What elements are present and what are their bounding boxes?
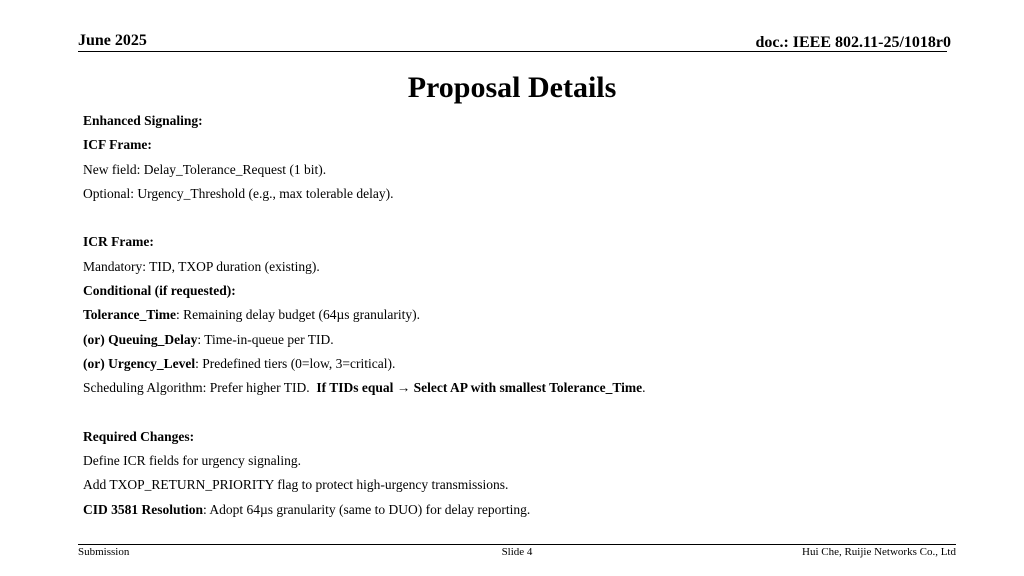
header-doc-id: doc.: IEEE 802.11-25/1018r0 <box>755 34 951 51</box>
footer-author: Hui Che, Ruijie Networks Co., Ltd <box>802 546 956 558</box>
change-line-2: Add TXOP_RETURN_PRIORITY flag to protect high-urgency transmissions. <box>83 477 509 493</box>
spacer <box>83 206 963 230</box>
footer-slide-number: Slide 4 <box>501 546 533 558</box>
header-rule <box>78 51 947 52</box>
urgency-level-line <box>83 352 963 376</box>
enhanced-signaling-heading: Enhanced Signaling: <box>83 113 203 128</box>
icf-line-1: New field: Delay_Tolerance_Request (1 bit). <box>83 161 327 177</box>
footer-submission: Submission <box>78 546 130 558</box>
scheduling-end: . <box>642 380 646 396</box>
scheduling-bold: If TIDs equal → Select AP with smallest Tolerance_Time <box>316 380 643 396</box>
cid-resolution-label: CID 3581 Resolution <box>83 501 204 517</box>
cid-resolution-text: : Adopt 64µs granularity (same to DUO) for delay reporting. <box>203 501 531 517</box>
icr-frame-heading: ICR Frame: <box>83 234 154 250</box>
queuing-delay-label: (or) Queuing_Delay <box>83 331 198 347</box>
icf-frame-heading: ICF Frame: <box>83 137 152 153</box>
conditional-heading: Conditional (if requested): <box>83 283 236 299</box>
change-line-1: Define ICR fields for urgency signaling. <box>83 453 301 469</box>
slide-body <box>83 109 963 522</box>
icf-line-2: Optional: Urgency_Threshold (e.g., max tolerable delay). <box>83 185 394 201</box>
tolerance-time-line <box>83 303 963 327</box>
queuing-delay-text: : Time-in-queue per TID. <box>197 331 334 347</box>
urgency-level-label: (or) Urgency_Level <box>83 355 196 371</box>
queuing-delay-line <box>83 328 963 352</box>
required-changes-heading: Required Changes: <box>83 428 195 444</box>
scheduling-text: Scheduling Algorithm: Prefer higher TID. <box>83 380 317 396</box>
urgency-level-text: : Predefined tiers (0=low, 3=critical). <box>195 355 396 371</box>
cid-resolution-line <box>83 498 963 522</box>
slide-title: Proposal Details <box>407 71 617 104</box>
scheduling-line <box>83 376 963 400</box>
spacer <box>83 401 963 425</box>
header-date: June 2025 <box>78 32 147 49</box>
icr-mandatory-line: Mandatory: TID, TXOP duration (existing). <box>83 258 320 274</box>
tolerance-time-text: : Remaining delay budget (64µs granularity). <box>176 307 420 323</box>
tolerance-time-label: Tolerance_Time <box>83 307 176 323</box>
